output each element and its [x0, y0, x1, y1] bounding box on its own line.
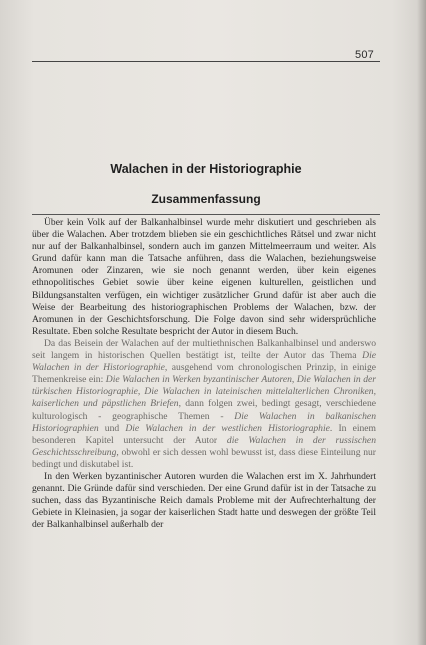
header-rule — [32, 61, 380, 62]
page-number: 507 — [355, 49, 374, 61]
paragraph-2-italic-3: Die Walachen in balkanischen Historiographien — [32, 410, 376, 434]
subtitle-rule — [32, 214, 380, 215]
chapter-title: Walachen in der Historiographie — [110, 162, 302, 176]
paragraph-2-text-b: , ausgehend vom chronologischen Prinzip, in einige Themenkreise ein: — [32, 362, 376, 386]
page-edge-shadow — [417, 0, 426, 645]
paragraph-2-italic-2: Die Walachen in Werken byzantinischer Autoren, Die Walachen in der türkischen Historiographie, Die Walachen in lateinischen mittelalterlichen Chroniken, kaiserlichen und päpstlichen Briefen — [32, 374, 376, 410]
chapter-subtitle: Zusammenfassung — [151, 192, 261, 206]
paragraph-1: Über kein Volk auf der Balkanhalbinsel wurde mehr diskutiert und geschrieben als über die Walachen. Aber trotzdem blieben sie ein geschichtliches Rätsel und zwar nicht nur auf der Balkanhalbinsel, sondern auch im ganzen Mittelmeerraum und weiter. Als Grund dafür kann man die Tatsache anführen, dass die Walachen, beziehungsweise Aromunen oder Zinzaren, wie sie noch genannt werden, über kein eigenes ethnopolitisches Gebiet sowie über keine eigenen kulturellen, geistlichen und Bildungsanstalten verfügen, ein wichtiger zusätzlicher Grund dafür ist aber auch die Weise der Bearbeitung des historiographischen Problems der Walachen, bzw. der Aromunen in der Geschichtsforschung. Die Folge davon sind sehr widersprüchliche Resultate. Eben solche Resultate bespricht der Autor in diesem Buch. — [32, 217, 376, 337]
paragraph-2-text-a: Da das Beisein der Walachen auf der multiethnischen Balkanhalbinsel und anderswo seit langem in historischen Quellen bestätigt ist, teilte der Autor das Thema — [32, 337, 376, 362]
paragraph-2-text-d: und — [98, 422, 126, 434]
paragraph-2-italic-1: Die Walachen in der Historiographie — [32, 350, 376, 374]
paragraph-2 — [32, 338, 376, 471]
paragraph-2-italic-5: die Walachen in der russischen Geschichtsschreibung — [32, 434, 376, 458]
paragraph-2-text-e: . In einem besonderen Kapitel untersucht der Autor — [32, 422, 377, 446]
body-text — [32, 217, 376, 531]
paragraph-2-text-f: , obwohl er sich dessen wohl bewusst ist, dass diese Einteilung nur bedingt und diskutabel ist. — [32, 446, 376, 470]
paragraph-3: In den Werken byzantinischer Autoren wurden die Walachen erst im X. Jahrhundert genannt. Die Gründe dafür sind verschieden. Der eine Grund dafür ist in der Tatsache zu suchen, dass das Byzantinische Reich damals Probleme mit der Aufrechterhaltung der Gebiete in Kleinasien, ja sogar der kaiserlichen Stadt hatte und deswegen der größte Teil der Balkanhalbinsel außerhalb der — [32, 470, 376, 531]
paragraph-2-italic-4: Die Walachen in der westlichen Historiographie — [125, 422, 330, 434]
paragraph-2-text-c: , dann folgen zwei, bedingt gesagt, verschiedene kulturologisch - geographische Themen - — [32, 398, 376, 422]
